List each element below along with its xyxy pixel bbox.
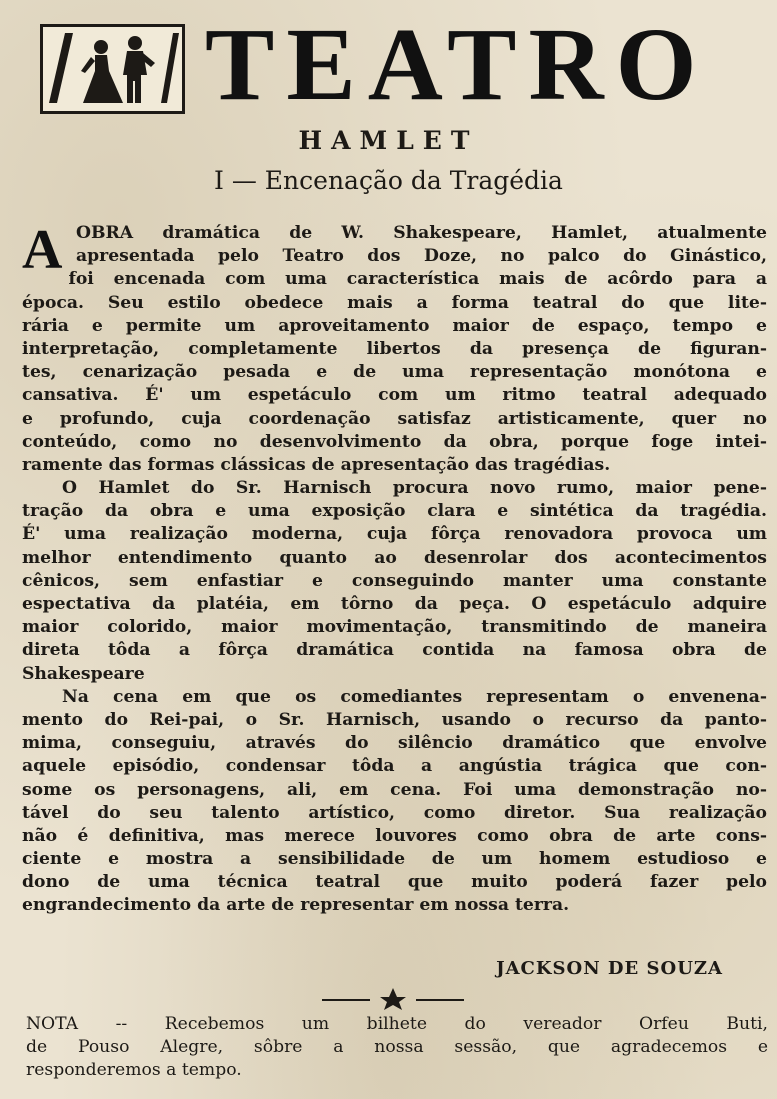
article-line: foi encenada com uma característica mais de acôrdo para a <box>68 269 767 290</box>
article-line: ciente e mostra a sensibilidade de um homem estudioso e <box>22 849 767 870</box>
article-line: Shakespeare <box>22 663 145 684</box>
note-line: NOTA -- Recebemos um bilhete do vereador Orfeu Buti, <box>26 1014 768 1034</box>
note-line: responderemos a tempo. <box>26 1060 242 1081</box>
article-line: e profundo, cuja coordenação satisfaz artisticamente, quer no <box>22 408 767 429</box>
author-byline: JACKSON DE SOUZA <box>496 958 723 979</box>
article-line: maior colorido, maior movimentação, transmitindo de maneira <box>22 617 767 638</box>
article-line: época. Seu estilo obedece mais a forma teatral do que lite- <box>22 292 767 313</box>
article-line: tes, cenarização pesada e de uma representação monótona e <box>22 362 767 383</box>
note-line: de Pouso Alegre, sôbre a nossa sessão, que agradecemos e <box>26 1037 768 1058</box>
article-line: tável do seu talento artístico, como diretor. Sua realização <box>22 802 767 823</box>
theatre-figures-icon <box>40 24 185 114</box>
article-line: melhor entendimento quanto ao desenrolar dos acontecimentos <box>22 547 767 568</box>
article-line: engrandecimento da arte de representar em nossa terra. <box>22 895 570 916</box>
note-section <box>26 1012 768 1082</box>
article-line: cansativa. É' um espetáculo com um ritmo teatral adequado <box>22 385 767 406</box>
article-line: mento do Rei-pai, o Sr. Harnisch, usando o recurso da panto- <box>22 709 767 730</box>
article-line: mima, conseguiu, através do silêncio dramático que envolve <box>22 733 767 754</box>
article-line: cênicos, sem enfastiar e conseguindo manter uma constante <box>22 570 767 591</box>
article-subtitle: I — Encenação da Tragédia <box>214 166 563 195</box>
article-line: não é definitiva, mas merece louvores como obra de arte cons- <box>22 825 767 846</box>
masthead-title: TEATRO <box>205 7 709 122</box>
article-title: HAMLET <box>298 126 479 155</box>
article-line: espectativa da platéia, em tôrno da peça. O espetáculo adquire <box>22 594 767 614</box>
article-line: Na cena em que os comediantes representam o envenena- <box>62 686 767 707</box>
article-line: conteúdo, como no desenvolvimento da obra, porque foge intei- <box>22 431 767 452</box>
article-line: tração da obra e uma exposição clara e sintética da tragédia. <box>22 501 767 522</box>
article-line: direta tôda a fôrça dramática contida na famosa obra de <box>22 640 767 661</box>
masthead <box>40 7 760 122</box>
article-body <box>22 219 767 918</box>
article-line: apresentada pelo Teatro dos Doze, no palco do Ginástico, <box>76 246 767 267</box>
article-line: dono de uma técnica teatral que muito poderá fazer pelo <box>22 872 767 893</box>
article-line: OBRA dramática de W. Shakespeare, Hamlet, atualmente <box>76 223 767 243</box>
drop-cap: A <box>22 219 63 281</box>
article-line: É' uma realização moderna, cuja fôrça renovadora provoca um <box>22 524 767 545</box>
article-line: interpretação, completamente libertos da presença de figuran- <box>22 338 767 359</box>
article-line: ramente das formas clássicas de apresentação das tragédias. <box>22 454 611 475</box>
article-line: some os personagens, ali, em cena. Foi uma demonstração no- <box>22 779 767 800</box>
article-line: O Hamlet do Sr. Harnisch procura novo rumo, maior pene- <box>62 478 767 499</box>
article-line: aquele episódio, condensar tôda a angústia trágica que con- <box>22 756 767 777</box>
article-line: rária e permite um aproveitamento maior de espaço, tempo e <box>22 315 767 336</box>
star-divider-icon <box>318 986 468 1010</box>
